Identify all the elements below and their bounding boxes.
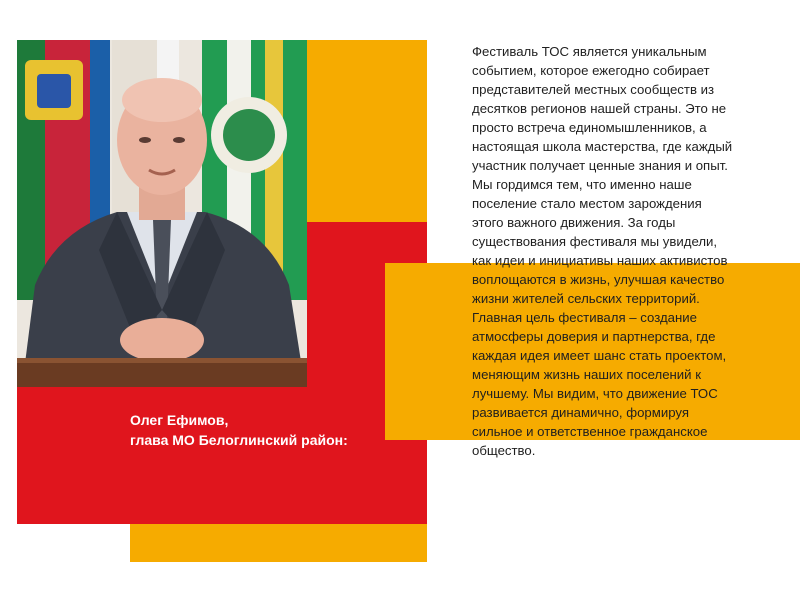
article-paragraph-2: Мы гордимся тем, что именно наше поселение стало местом зарождения этого важного движения. За годы существования фестиваля мы увидели, как идеи и инициативы наших активистов воплощаются в жизнь, улучшая качество жизни жителей сельских территорий.: [472, 177, 728, 306]
portrait-photo: [17, 40, 307, 387]
article-paragraph-3: Главная цель фестиваля – создание атмосферы доверия и партнерства, где каждая идея имеет шанс стать проектом, меняющим жизнь наших поселений к лучшему. Мы видим, что движение ТОС развивается динамично, формируя сильное и ответственное гражданское общество.: [472, 310, 727, 458]
article-body: [472, 42, 734, 460]
speaker-caption: [130, 410, 410, 450]
article-paragraph-1: Фестиваль ТОС является уникальным событием, которое ежегодно собирает представителей местных сообществ из десятков регионов нашей страны. Это не просто встреча единомышленников, а настоящая школа мастерства, где каждый участник получает ценные знания и опыт.: [472, 44, 733, 173]
speaker-position: глава МО Белоглинский район:: [130, 432, 348, 448]
speaker-name: Олег Ефимов,: [130, 412, 229, 428]
yellow-block-bottom: [130, 520, 427, 562]
yellow-block-top: [307, 40, 427, 222]
portrait-illustration: [17, 40, 307, 387]
